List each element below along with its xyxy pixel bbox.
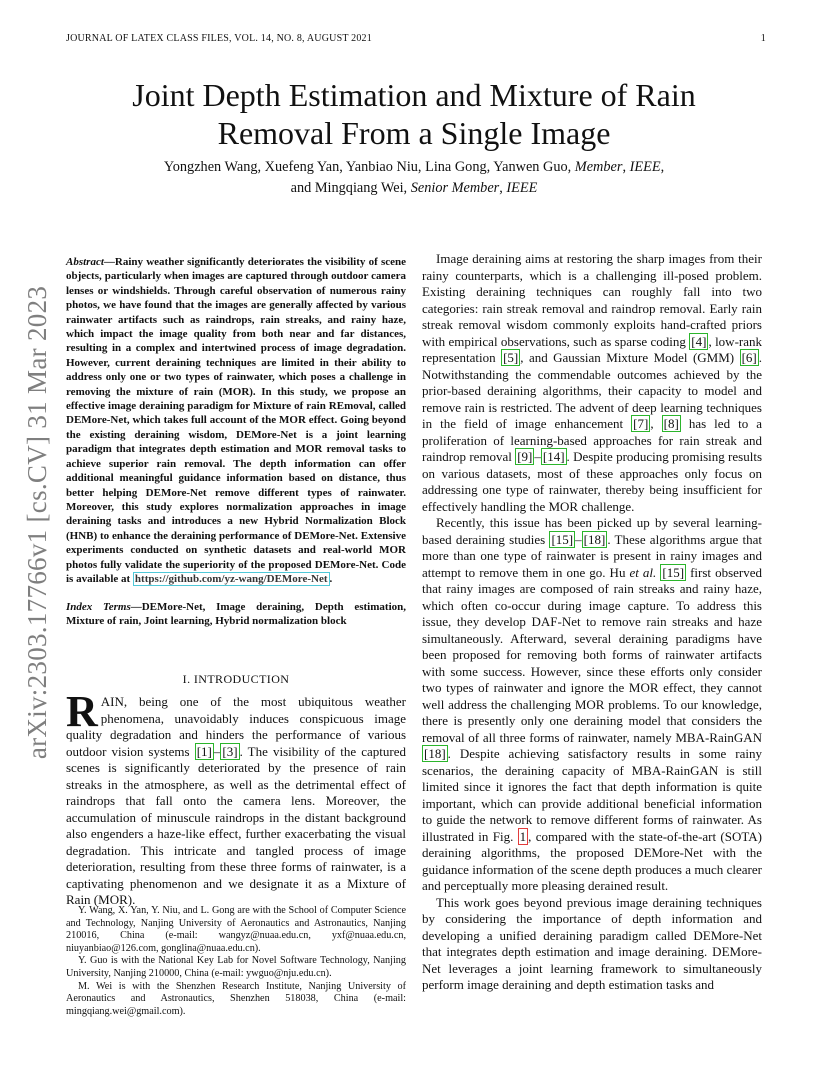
journal-name: JOURNAL OF LATEX CLASS FILES, VOL. 14, NO. 8, AUGUST 2021 (66, 33, 372, 44)
paragraph-text: . Despite producing promising results on various datasets, most of these approaches only focus on addressing one type of rainwater, thereby being insufficient for effectively handling the MOR challenge. (422, 449, 762, 514)
paragraph-text: , compared with the state-of-the-art (SOTA) deraining algorithms, the proposed DEMore-Net with the guidance information of the scene depth produces a much clearer and perceptually more pleasing derained result. (422, 828, 762, 893)
paragraph-text: et al. (629, 564, 657, 580)
citation-link[interactable]: [7] (633, 416, 649, 431)
paragraph-text: – (534, 449, 541, 464)
author-role: Senior Member (410, 180, 500, 196)
arxiv-sidebar (14, 282, 62, 762)
section-heading: I. INTRODUCTION (182, 672, 290, 686)
index-terms-label: Index Terms (66, 601, 131, 613)
running-header (66, 33, 766, 44)
paragraph-text: AIN, being one of the most ubiquitous weather phenomena, unavoidably induces conspicuous image quality degradation and hinders the performance of various outdoor vision systems (66, 694, 406, 759)
index-terms-text: —DEMore-Net, Image deraining, Depth estimation, Mixture of rain, Joint learning, Hybrid normalization block (66, 601, 406, 628)
citation-link[interactable]: [5] (503, 350, 519, 365)
paragraph-text: . These algorithms argue that more than one type of rainwater is present in rainy images and attempt to remove them in one go. Hu (422, 531, 762, 580)
abstract-text: —Rainy weather significantly deteriorates the visibility of scene objects, particularly when images are captured through outdoor camera lenses or windshields. Through careful observation of numerous rainy photos, we have found that the images are generally affected by various rainwater artifacts such as raindrops, rain streaks, and rainy haze, which impact the image quality from both near and far distances, resulting in a complex and intertwined process of image degradation. However, current deraining techniques are limited in their ability to address only one or two types of rainwater, which poses a challenge in removing the mixture of rain (MOR). In this study, we propose an effective image deraining paradigm for Mixture of rain REmoval, called DEMore-Net, which takes full account of the MOR effect. Going beyond the existing deraining wisdom, DEMore-Net is a joint learning paradigm that integrates depth estimation and MOR removal tasks to achieve superior rain removal. The depth information can offer additional meaningful guidance information based on distance, thus better helping DEMore-Net remove different types of rainwater. Moreover, this study explores normalization approaches in image deraining tasks and introduces a new Hybrid Normalization Block (HNB) to enhance the deraining performance of DEMore-Net. Extensive experiments conducted on synthetic datasets and real-world MOR photos fully validate the superiority of the proposed DEMore-Net. Code is available at (66, 256, 406, 585)
drop-cap: R (66, 687, 98, 736)
citation-link[interactable]: [9] (517, 449, 533, 464)
authors-line-2 (66, 178, 762, 199)
author-role: Member (574, 159, 623, 175)
paragraph-text: first observed that rainy images are composed of rain streaks and rainy haze, which often co-occur during image capture. To address this issue, they develop DAF-Net to remove rain streaks and haze simultaneously. Afterward, several deraining paradigms have been proposed for removing both forms of rainwater artifacts with some success. However, since these efforts only consider two types of rainwater and ignore the MOR effect, they cannot well address the challenging MOR problems. To our knowledge, there is presently only one deraining model that considers the removal of all three forms of rainwater, namely MBA-RainGAN (422, 564, 763, 745)
author-names: Yongzhen Wang, Xuefeng Yan, Yanbiao Niu, Lina Gong, Yanwen Guo, (163, 159, 575, 175)
citation-link[interactable]: [4] (691, 333, 707, 349)
figure-link[interactable]: 1 (519, 828, 527, 844)
footnote: Y. Wang, X. Yan, Y. Niu, and L. Gong are with the School of Computer Science and Technology, Nanjing University of Aeronautics and Astronautics, Nanjing 210016, China (e-mail: wangyz@nuaa.edu.cn, yxf@nuaa.edu.cn, niuyanbiao@126.com, gonglina@nuaa.edu.cn). (66, 905, 406, 954)
paragraph-text: . Despite achieving satisfactory results in some rainy scenarios, the deraining capacity of MBA-RainGAN is still limited since it ignores the fact that depth information is quite important, which can provide additional beneficial information to guide the network to remove different forms of rainwater. As illustrated in Fig. (422, 746, 762, 844)
paragraph-text: , and Gaussian Mixture Model (GMM) (520, 350, 740, 365)
author-list (66, 157, 762, 199)
arxiv-identifier: arXiv:2303.17766v1 [cs.CV] 31 Mar 2023 (22, 285, 53, 759)
paragraph-text: . Notwithstanding the commendable outcomes achieved by the prior-based deraining algorithms, their capacity to model and remove rain is restricted. The advent of deep learning techniques in the field of image enhancement (422, 350, 762, 431)
author-org: IEEE (506, 180, 538, 196)
footnote: M. Wei is with the Shenzhen Research Institute, Nanjing University of Aeronautics and Astronautics, Shenzhen 518038, China (e-mail: mingqiang.wei@gmail.com). (66, 980, 406, 1017)
abstract-end: . (329, 572, 333, 585)
authors-line-1 (66, 157, 762, 178)
citation-link[interactable]: [1] (196, 743, 212, 759)
paragraph-text: . The visibility of the captured scenes is significantly deteriorated by the presence of rain streaks in the atmosphere, as well as the detrimental effect of raindrops that fall onto the camera lens. Moreover, the accumulation of minuscule raindrops in the distant background also engenders a haze-like effect, further exacerbating the visual degradation. This intricate and tangled process of image deterioration, resulting from these three forms of rainwater, is a captivating phenomenon and we designate it as a Mixture of Rain (MOR). (66, 743, 406, 907)
title-line-2: Removal From a Single Image (217, 115, 611, 151)
citation-link[interactable]: [8] (663, 416, 679, 431)
paper-title (66, 76, 762, 152)
author-end: , (660, 159, 665, 175)
paragraph: This work goes beyond previous image deraining techniques by considering the importance of depth information and developing a unified deraining paradigm called DEMore-Net that integrates depth estimation and image deraining. DEMore-Net leverages a joint learning framework to simultaneously perform image deraining and depth estimation tasks and (422, 894, 762, 992)
page-number: 1 (760, 33, 766, 44)
footnote: Y. Guo is with the National Key Lab for Novel Software Technology, Nanjing University, Nanjing 210000, China (e-mail: ywguo@nju.edu.cn). (66, 955, 406, 979)
citation-link[interactable]: [6] (741, 350, 757, 365)
author-names: and Mingqiang Wei, (290, 180, 411, 196)
citation-link[interactable]: [18] (583, 531, 606, 547)
author-sep: , (499, 180, 507, 196)
abstract (66, 255, 406, 586)
title-line-1: Joint Depth Estimation and Mixture of Rain (132, 77, 696, 113)
code-link[interactable]: https://github.com/yz-wang/DEMore-Net (134, 572, 328, 585)
paragraph (422, 251, 762, 515)
paragraph (422, 515, 762, 895)
author-sep: , (622, 159, 630, 175)
paragraph-text: has led to a proliferation of learning-based approaches for rain streak and raindrop removal (422, 416, 763, 464)
paragraph-text: , (650, 416, 662, 431)
right-column (422, 251, 762, 994)
introduction-paragraph (66, 687, 406, 909)
paragraph-text: – (575, 531, 582, 547)
paragraph-text: , low-rank representation (422, 333, 763, 365)
citation-link[interactable]: [3] (222, 743, 238, 759)
footnotes (66, 905, 406, 1018)
citation-link[interactable]: [18] (424, 746, 446, 761)
citation-link[interactable]: [15] (551, 531, 574, 547)
citation-link[interactable]: [15] (662, 564, 685, 580)
paragraph-text: – (213, 743, 221, 759)
index-terms (66, 600, 406, 629)
citation-link[interactable]: [14] (542, 449, 565, 464)
paragraph-text: Image deraining aims at restoring the sharp images from their rainy counterparts, which is a challenging ill-posed problem. Existing deraining techniques can roughly fall into two categories: rain streak removal and raindrop removal. Early rain streak removal wisdom commonly exploits hand-crafted priors with empirical observations, such as sparse coding (422, 251, 762, 349)
paragraph-text: Recently, this issue has been picked up by several learning-based deraining studies (422, 515, 762, 547)
author-org: IEEE (629, 159, 661, 175)
abstract-label: Abstract (66, 256, 104, 268)
